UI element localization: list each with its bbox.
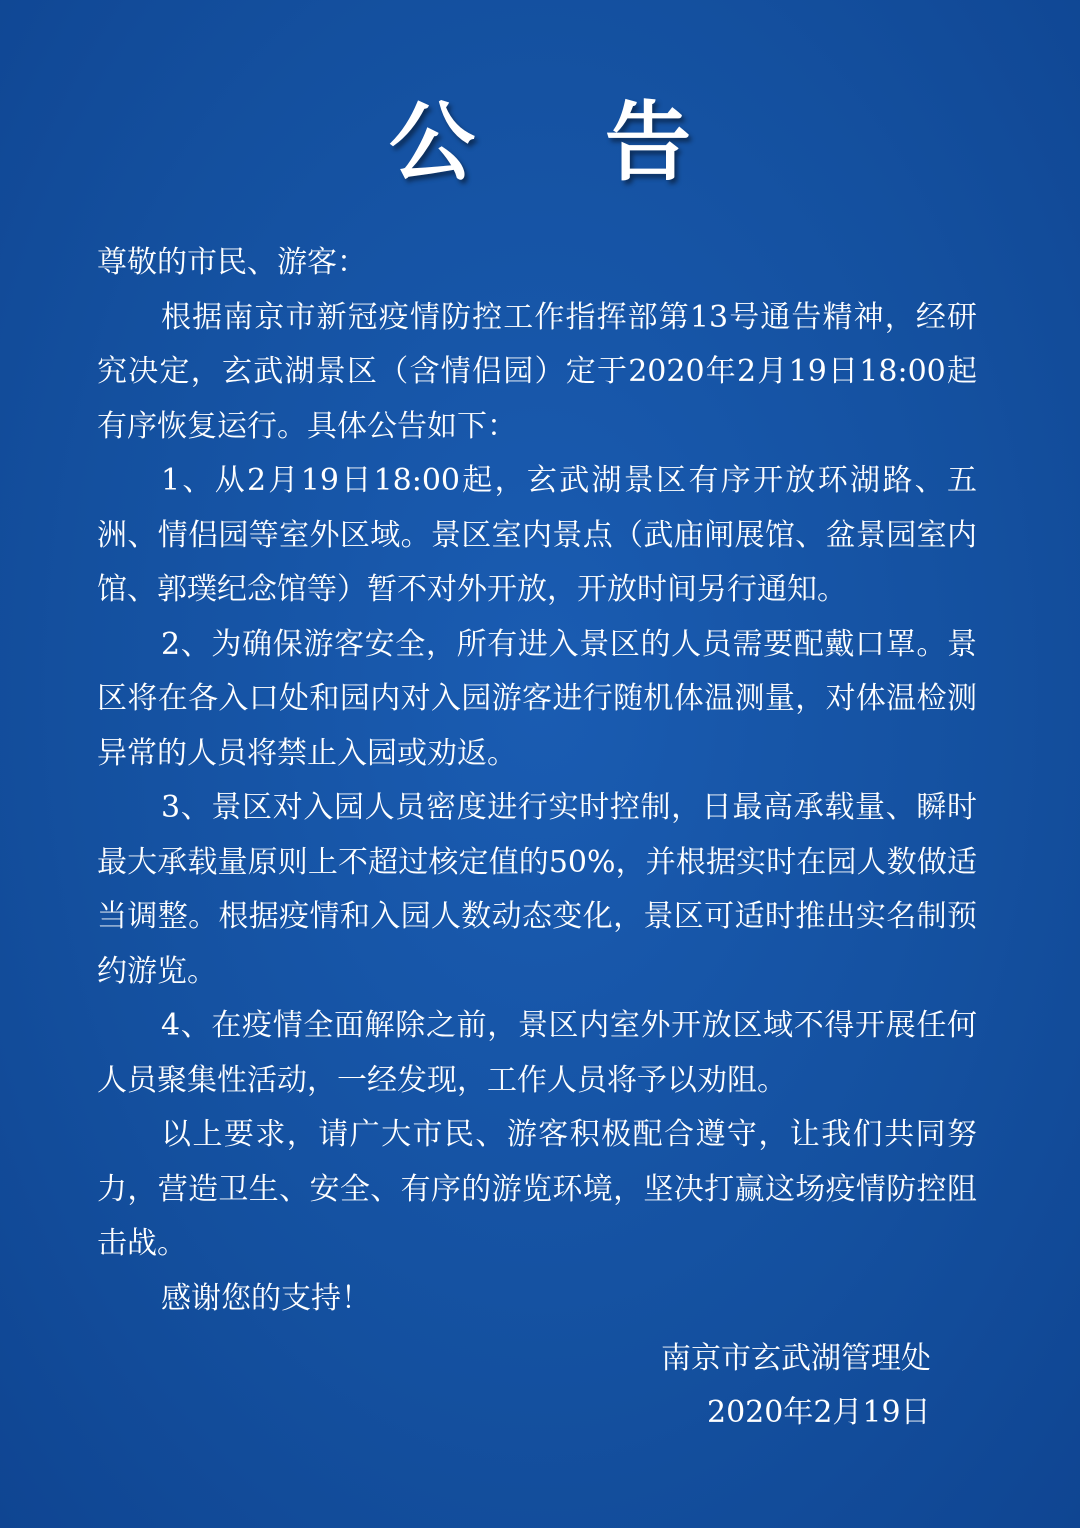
notice-body bbox=[97, 236, 977, 1326]
salutation: 尊敬的市民、游客： bbox=[97, 245, 367, 280]
paragraph-item-3: 3、景区对入园人员密度进行实时控制，日最高承载量、瞬时最大承载量原则上不超过核定值的50%，并根据实时在园人数做适当调整。根据疫情和入园人数动态变化，景区可适时推出实名制预约游览。 bbox=[97, 790, 977, 989]
signature-organization: 南京市玄武湖管理处 bbox=[661, 1341, 931, 1376]
paragraph-item-2: 2、为确保游客安全，所有进入景区的人员需要配戴口罩。景区将在各入口处和园内对入园游客进行随机体温测量，对体温检测异常的人员将禁止入园或劝返。 bbox=[97, 626, 977, 771]
paragraph-intro: 根据南京市新冠疫情防控工作指挥部第13号通告精神，经研究决定，玄武湖景区（含情侣园）定于2020年2月19日18:00起有序恢复运行。具体公告如下： bbox=[97, 299, 977, 444]
paragraph-thanks: 感谢您的支持！ bbox=[161, 1280, 371, 1316]
signature-date: 2020年2月19日 bbox=[707, 1395, 931, 1430]
paragraph-item-1: 1、从2月19日18:00起，玄武湖景区有序开放环湖路、五洲、情侣园等室外区域。景区室内景点（武庙闸展馆、盆景园室内馆、郭璞纪念馆等）暂不对外开放，开放时间另行通知。 bbox=[97, 463, 977, 607]
title-char-2: 告 bbox=[605, 93, 691, 193]
paragraph-closing: 以上要求，请广大市民、游客积极配合遵守，让我们共同努力，营造卫生、安全、有序的游览环境，坚决打赢这场疫情防控阻击战。 bbox=[97, 1117, 977, 1261]
signature-block bbox=[0, 1332, 1080, 1452]
title-char-1: 公 bbox=[389, 93, 475, 193]
paragraph-item-4: 4、在疫情全面解除之前，景区内室外开放区域不得开展任何人员聚集性活动，一经发现，工作人员将予以劝阻。 bbox=[97, 1008, 977, 1098]
notice-title bbox=[0, 93, 1080, 193]
